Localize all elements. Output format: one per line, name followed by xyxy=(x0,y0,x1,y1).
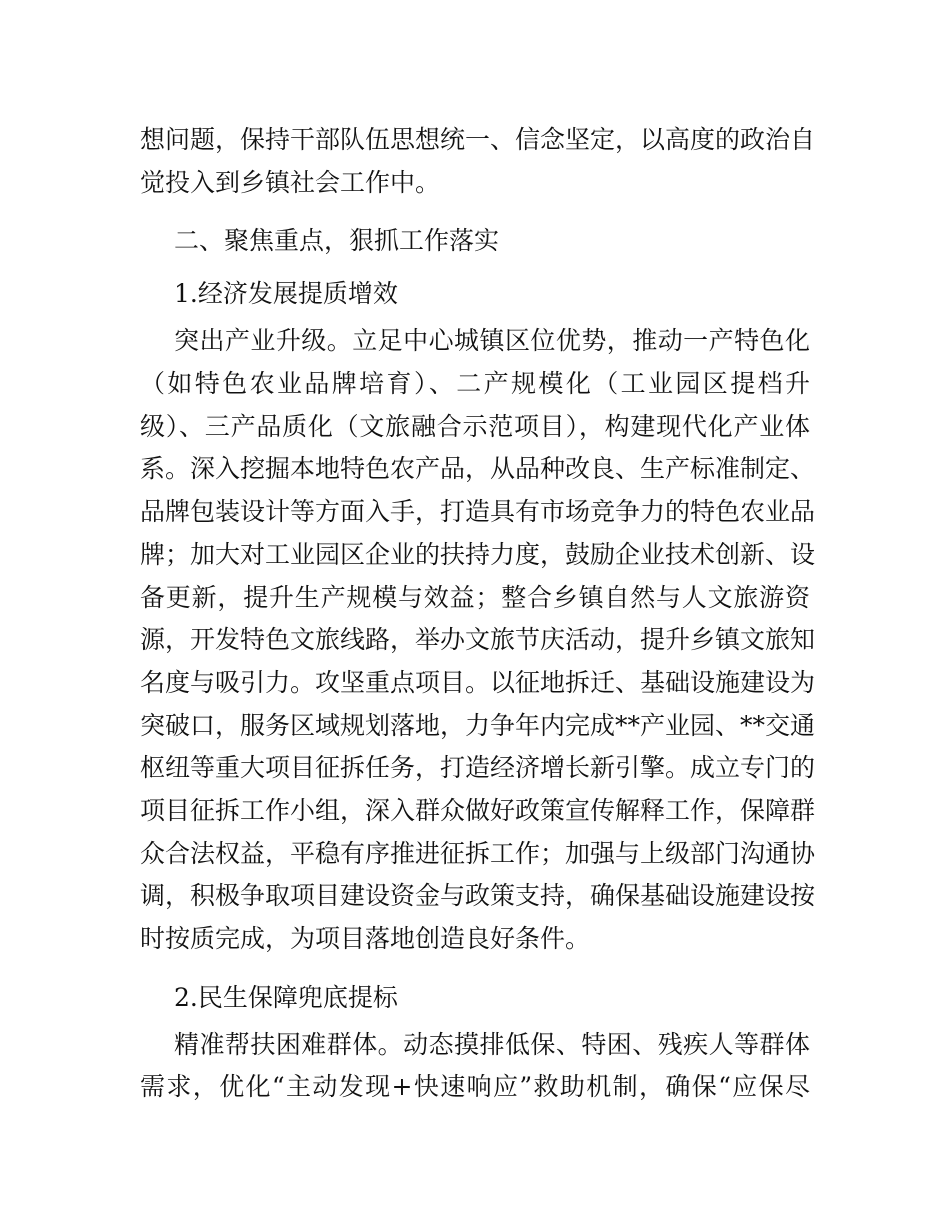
document-page xyxy=(140,119,816,1109)
text-line: 牌；加大对工业园区企业的扶持力度，鼓励企业技术创新、设 xyxy=(140,539,816,569)
heading-text: 二、聚焦重点，狠抓工作落实 xyxy=(174,226,500,256)
section-heading xyxy=(140,214,810,267)
text-line: 精准帮扶困难群体。动态摸排低保、特困、残疾人等群体 xyxy=(174,1029,810,1059)
text-line: 级）、三产品质化（文旅融合示范项目），构建现代化产业体 xyxy=(140,411,810,441)
heading-text: 2.民生保障兜底提标 xyxy=(174,982,398,1012)
text-line: 觉投入到乡镇社会工作中。 xyxy=(140,167,441,197)
text-line: 枢纽等重大项目征拆任务，打造经济增长新引擎。成立专门的 xyxy=(140,753,816,783)
text-line: （如特色农业品牌培育）、二产规模化（工业园区提档升 xyxy=(140,369,810,399)
text-line: 调，积极争取项目建设资金与政策支持，确保基础设施建设按 xyxy=(140,881,816,911)
text-line: 突出产业升级。立足中心城镇区位优势，推动一产特色化 xyxy=(174,326,810,356)
text-line: 品牌包装设计等方面入手，打造具有市场竞争力的特色农业品 xyxy=(140,497,816,527)
text-line: 系。深入挖掘本地特色农产品，从品种改良、生产标准制定、 xyxy=(140,454,816,484)
text-line: 需求，优化“主动发现+快速响应”救助机制，确保“应保尽 xyxy=(140,1072,810,1102)
subsection-heading-1 xyxy=(140,267,810,320)
text-line: 源，开发特色文旅线路，举办文旅节庆活动，提升乡镇文旅知 xyxy=(140,625,816,655)
paragraph-livelihood xyxy=(140,1024,810,1109)
text-line: 时按质完成，为项目落地创造良好条件。 xyxy=(140,924,591,953)
text-line: 备更新，提升生产规模与效益；整合乡镇自然与人文旅游资 xyxy=(140,582,810,612)
text-line: 突破口，服务区域规划落地，力争年内完成**产业园、**交通 xyxy=(140,710,816,740)
text-line: 项目征拆工作小组，深入群众做好政策宣传解释工作，保障群 xyxy=(140,795,816,825)
text-line: 众合法权益，平稳有序推进征拆工作；加强与上级部门沟通协 xyxy=(140,838,816,868)
text-line: 名度与吸引力。攻坚重点项目。以征地拆迁、基础设施建设为 xyxy=(140,667,816,697)
heading-text: 1.经济发展提质增效 xyxy=(174,279,398,309)
paragraph-continued xyxy=(140,119,816,204)
subsection-heading-2 xyxy=(140,971,810,1024)
text-line: 想问题，保持干部队伍思想统一、信念坚定，以高度的政治自 xyxy=(140,125,816,154)
paragraph-economy xyxy=(140,320,816,960)
